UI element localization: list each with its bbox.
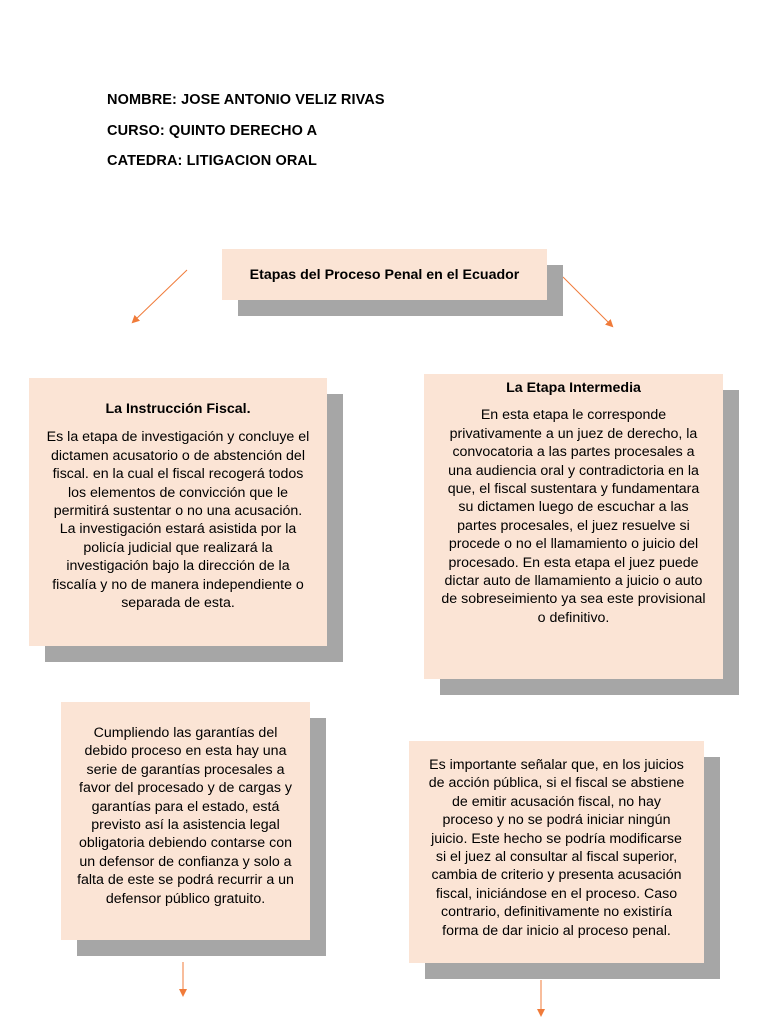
importante-text: Es importante señalar que, en los juicios de acción pública, si el fiscal se abstiene de emitir acusación fiscal, no hay proceso y no se podrá iniciar ningún juicio. Este hecho se podría modificarse si el juez al consultar al fiscal superior, cambia de criterio y presenta acusación fiscal, iniciándose en el proceso. Caso contrario, definitivamente no existiría forma de dar inicio al proceso penal. [428, 757, 685, 939]
etapa-intermedia-text: En esta etapa le corresponde privativamente a un juez de derecho, la convocatoria a las partes procesales a una audiencia oral y contradictoria en la que, el fiscal sustentara y fundamentara su dictamen luego de escuchar a las partes procesales, el juez resuelve si procede o no el llamamiento o juicio del procesado. En esta etapa el juez puede dictar auto de llamamiento a juicio o auto de sobreseimiento ya sea este provisional o definitivo. [441, 407, 706, 626]
instruccion-fiscal-text: Es la etapa de investigación y concluye el dictamen acusatorio o de abstención del fiscal. en la cual el fiscal recogerá todos los elementos de convicción que le permitirá sustentar o no una acusación. La investigación estará asistida por la policía judicial que realizará la investigación bajo la dirección de la fiscalía y no de manera independiente o separada de esta. [46, 429, 310, 612]
course: CURSO: QUINTO DERECHO A [107, 123, 318, 139]
subject: CATEDRA: LITIGACION ORAL [107, 153, 317, 169]
arrow-to-intermedia [563, 277, 612, 326]
arrow-to-instruccion [133, 270, 187, 322]
instruccion-fiscal-title: La Instrucción Fiscal. [105, 401, 251, 417]
diagram-title: Etapas del Proceso Penal en el Ecuador [222, 249, 547, 300]
garantias-text: Cumpliendo las garantías del debido proceso en esta hay una serie de garantías procesales a favor del procesado y de cargas y garantías para el estado, está previsto así la asistencia legal obligatoria debiendo contarse con un defensor de confianza y solo a falta de este se podrá recurrir a un defensor público gratuito. [77, 725, 294, 907]
student-name: NOMBRE: JOSE ANTONIO VELIZ RIVAS [107, 92, 385, 108]
etapa-intermedia-title: La Etapa Intermedia [506, 380, 641, 396]
